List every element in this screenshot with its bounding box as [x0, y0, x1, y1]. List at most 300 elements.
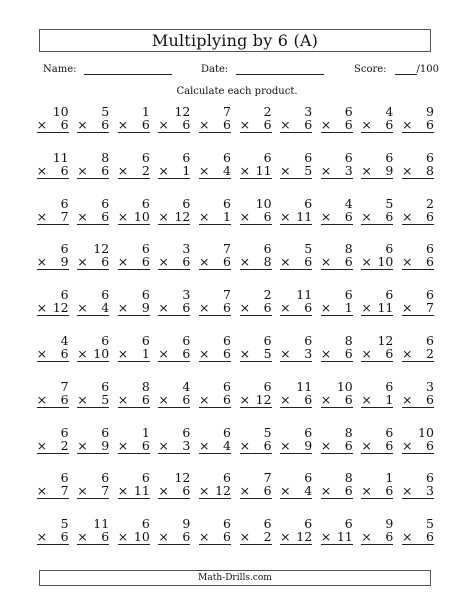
problem-multiplicand: 6	[304, 470, 313, 486]
multiply-operator: ×	[401, 391, 413, 407]
problem-multiplier	[280, 301, 312, 316]
problem-multiplier	[118, 484, 150, 499]
multiplication-problem	[157, 469, 198, 515]
problem-multiplicand: 6	[141, 149, 150, 165]
multiplication-problem	[279, 103, 320, 149]
multiplication-problem	[35, 103, 76, 149]
problem-multiplicand: 6	[425, 287, 434, 303]
multiplication-problem	[238, 378, 279, 424]
problem-multiplicand: 6	[141, 332, 150, 348]
multiplier-value: 6	[141, 117, 150, 132]
multiply-operator: ×	[239, 208, 251, 224]
multiply-operator: ×	[280, 254, 291, 270]
multiplier-value: 4	[223, 437, 231, 453]
multiply-operator: ×	[77, 391, 88, 407]
multiply-operator: ×	[239, 117, 251, 132]
problem-multiplicand: 6	[263, 378, 272, 394]
problem-multiplier	[280, 530, 312, 545]
multiply-operator: ×	[198, 208, 210, 224]
multiply-operator: ×	[320, 483, 332, 499]
problem-multiplier	[199, 255, 231, 270]
multiply-operator: ×	[280, 391, 291, 407]
multiplication-problem	[116, 286, 157, 332]
multiplication-problem	[76, 149, 117, 195]
problem-multiplicand: 6	[60, 195, 69, 211]
problem-multiplicand: 6	[141, 470, 150, 486]
problem-multiplier	[321, 484, 353, 499]
problem-multiplicand: 6	[385, 241, 394, 257]
problem-multiplier	[199, 439, 231, 454]
problem-multiplier	[158, 301, 190, 316]
multiplication-problem	[400, 469, 441, 515]
multiply-operator: ×	[320, 345, 332, 361]
problem-multiplier	[402, 393, 434, 408]
multiply-operator: ×	[77, 117, 88, 132]
problem-multiplier	[77, 439, 109, 454]
problem-multiplier	[118, 301, 150, 316]
multiplication-problem	[76, 240, 117, 286]
multiplier-value: 6	[385, 208, 394, 224]
problem-multiplier	[240, 439, 272, 454]
problem-multiplier	[199, 118, 231, 133]
multiplier-value: 1	[385, 391, 394, 407]
problem-multiplicand: 6	[101, 287, 110, 303]
date-label: Date:	[201, 64, 229, 75]
multiplication-problem	[400, 149, 441, 195]
multiplication-problem	[279, 378, 320, 424]
problem-multiplicand: 6	[223, 424, 231, 440]
multiply-operator: ×	[36, 162, 48, 178]
multiplier-value: 6	[182, 483, 191, 499]
multiply-operator: ×	[320, 391, 332, 407]
multiplier-value: 4	[101, 300, 110, 316]
problem-multiplicand: 6	[263, 516, 272, 532]
multiplication-problem	[35, 424, 76, 470]
multiplier-value: 6	[425, 254, 434, 270]
problem-multiplier	[77, 210, 109, 225]
multiplication-problem	[238, 424, 279, 470]
multiplier-value: 6	[263, 300, 272, 316]
problem-multiplicand: 7	[223, 287, 231, 303]
multiplication-problem	[400, 240, 441, 286]
problem-multiplier	[77, 347, 109, 362]
multiplication-problem	[197, 469, 238, 515]
multiplication-problem	[76, 332, 117, 378]
multiply-operator: ×	[117, 345, 129, 361]
problem-multiplicand: 6	[60, 424, 69, 440]
problem-multiplier	[402, 210, 434, 225]
problem-multiplier	[321, 439, 353, 454]
multiplication-problem	[238, 195, 279, 241]
multiply-operator: ×	[198, 254, 210, 270]
problem-multiplier	[361, 393, 393, 408]
multiplier-value: 9	[141, 300, 150, 316]
multiplication-problem	[197, 378, 238, 424]
problem-multiplier	[118, 118, 150, 133]
multiplier-value: 6	[425, 529, 434, 545]
problem-multiplier	[402, 530, 434, 545]
multiplier-value: 6	[223, 300, 231, 316]
multiplier-value: 11	[296, 208, 313, 224]
multiplication-problem	[360, 424, 401, 470]
multiplication-problem	[76, 103, 117, 149]
problem-multiplicand: 6	[263, 332, 272, 348]
multiplication-problem	[400, 286, 441, 332]
multiplier-value: 6	[385, 117, 394, 132]
multiplier-value: 6	[101, 117, 110, 132]
problem-multiplier	[77, 301, 109, 316]
multiplication-problem	[319, 103, 360, 149]
multiplier-value: 10	[133, 208, 150, 224]
multiplier-value: 1	[223, 208, 231, 224]
multiplication-problem	[319, 332, 360, 378]
name-line	[84, 62, 172, 75]
problem-multiplicand: 6	[425, 241, 434, 257]
multiplier-value: 11	[336, 529, 353, 545]
multiply-operator: ×	[117, 254, 129, 270]
multiply-operator: ×	[280, 437, 291, 453]
footer	[39, 570, 431, 586]
multiplier-value: 12	[255, 391, 272, 407]
multiply-operator: ×	[158, 300, 169, 316]
problem-multiplier	[37, 530, 69, 545]
multiplier-value: 6	[60, 345, 69, 361]
multiplier-value: 6	[101, 162, 110, 178]
multiplier-value: 6	[304, 391, 313, 407]
multiply-operator: ×	[198, 162, 210, 178]
multiply-operator: ×	[239, 391, 251, 407]
multiply-operator: ×	[198, 345, 210, 361]
problem-multiplicand: 3	[182, 287, 191, 303]
problem-multiplicand: 11	[52, 149, 69, 165]
multiplication-problem	[116, 149, 157, 195]
multiply-operator: ×	[36, 208, 48, 224]
multiplication-problem	[197, 240, 238, 286]
multiply-operator: ×	[361, 208, 372, 224]
problem-multiplier	[37, 210, 69, 225]
multiply-operator: ×	[401, 254, 413, 270]
multiplication-problem	[35, 469, 76, 515]
multiply-operator: ×	[198, 437, 210, 453]
multiply-operator: ×	[320, 117, 332, 132]
multiplier-value: 6	[263, 483, 272, 499]
multiplier-value: 9	[304, 437, 313, 453]
multiplication-problem	[35, 240, 76, 286]
multiply-operator: ×	[158, 437, 169, 453]
multiply-operator: ×	[117, 437, 129, 453]
multiplication-problem	[319, 149, 360, 195]
problem-multiplier	[37, 439, 69, 454]
multiply-operator: ×	[158, 208, 169, 224]
multiply-operator: ×	[158, 162, 169, 178]
problem-multiplicand: 6	[344, 149, 353, 165]
multiplier-value: 9	[101, 437, 110, 453]
problem-multiplier	[158, 118, 190, 133]
multiply-operator: ×	[158, 391, 169, 407]
multiplication-problem	[116, 424, 157, 470]
multiplication-problem	[157, 195, 198, 241]
problem-multiplier	[158, 439, 190, 454]
multiply-operator: ×	[36, 300, 48, 316]
multiplier-value: 6	[223, 391, 231, 407]
problem-multiplicand: 10	[336, 378, 353, 394]
multiply-operator: ×	[158, 117, 169, 132]
problem-multiplier	[158, 210, 190, 225]
multiplication-problem	[238, 286, 279, 332]
problem-multiplicand: 6	[385, 287, 394, 303]
multiply-operator: ×	[280, 162, 291, 178]
multiply-operator: ×	[320, 162, 332, 178]
multiplication-problem	[360, 286, 401, 332]
multiplier-value: 12	[52, 300, 69, 316]
score-line	[395, 62, 417, 75]
multiplication-problem	[197, 286, 238, 332]
problem-multiplier	[402, 255, 434, 270]
multiplier-value: 6	[101, 529, 110, 545]
problem-multiplicand: 6	[425, 332, 434, 348]
multiply-operator: ×	[198, 300, 210, 316]
problem-multiplicand: 8	[344, 424, 353, 440]
multiply-operator: ×	[239, 529, 251, 545]
multiply-operator: ×	[361, 254, 372, 270]
multiply-operator: ×	[36, 529, 48, 545]
multiply-operator: ×	[36, 391, 48, 407]
problem-multiplicand: 6	[223, 195, 231, 211]
problem-multiplicand: 8	[344, 241, 353, 257]
multiplier-value: 12	[174, 208, 191, 224]
multiplication-problem	[360, 195, 401, 241]
multiplier-value: 9	[60, 254, 69, 270]
multiplication-problem	[238, 149, 279, 195]
problem-multiplier	[77, 484, 109, 499]
problem-multiplier	[37, 393, 69, 408]
multiplication-problem	[279, 469, 320, 515]
multiplication-problem	[76, 469, 117, 515]
multiplier-value: 6	[223, 254, 231, 270]
problem-multiplier	[37, 118, 69, 133]
instructions: Calculate each product.	[176, 86, 298, 97]
multiply-operator: ×	[117, 483, 129, 499]
problem-multiplier	[37, 484, 69, 499]
problem-multiplier	[321, 118, 353, 133]
multiplier-value: 2	[263, 529, 272, 545]
problem-multiplicand: 6	[425, 470, 434, 486]
problem-multiplier	[361, 164, 393, 179]
worksheet-title	[39, 29, 431, 52]
multiply-operator: ×	[280, 529, 291, 545]
problem-multiplier	[240, 255, 272, 270]
problem-multiplier	[402, 118, 434, 133]
problem-multiplicand: 6	[182, 332, 191, 348]
problem-multiplicand: 6	[425, 149, 434, 165]
multiplication-problem	[319, 378, 360, 424]
multiply-operator: ×	[361, 437, 372, 453]
multiply-operator: ×	[401, 529, 413, 545]
problem-multiplicand: 8	[141, 378, 150, 394]
multiplication-problem	[157, 286, 198, 332]
problem-multiplier	[158, 484, 190, 499]
problem-multiplicand: 6	[141, 287, 150, 303]
multiply-operator: ×	[361, 117, 372, 132]
problem-multiplier	[240, 393, 272, 408]
multiply-operator: ×	[280, 345, 291, 361]
problem-multiplier	[280, 347, 312, 362]
multiplier-value: 2	[425, 345, 434, 361]
problem-multiplicand: 6	[304, 149, 313, 165]
multiplication-problem	[35, 378, 76, 424]
problem-multiplier	[321, 210, 353, 225]
multiplication-problem	[76, 515, 117, 561]
problem-multiplicand: 6	[223, 149, 231, 165]
problem-multiplier	[321, 301, 353, 316]
problem-multiplicand: 1	[141, 424, 150, 440]
multiplier-value: 6	[223, 117, 231, 132]
problem-multiplier	[321, 347, 353, 362]
multiply-operator: ×	[239, 437, 251, 453]
problem-multiplicand: 6	[182, 149, 191, 165]
multiplier-value: 10	[133, 529, 150, 545]
problem-multiplier	[199, 210, 231, 225]
problem-multiplier	[402, 347, 434, 362]
problem-multiplicand: 6	[223, 470, 231, 486]
multiplier-value: 2	[141, 162, 150, 178]
multiplier-value: 6	[182, 391, 191, 407]
name-field	[43, 62, 172, 75]
multiply-operator: ×	[158, 345, 169, 361]
multiply-operator: ×	[77, 300, 88, 316]
multiply-operator: ×	[77, 437, 88, 453]
multiply-operator: ×	[361, 483, 372, 499]
problem-multiplicand: 10	[418, 424, 434, 440]
problem-multiplier	[118, 347, 150, 362]
problem-multiplier	[37, 164, 69, 179]
multiplier-value: 6	[344, 208, 353, 224]
multiplication-problem	[76, 424, 117, 470]
multiplier-value: 5	[101, 391, 110, 407]
multiplier-value: 6	[223, 345, 231, 361]
problem-multiplicand: 6	[385, 149, 394, 165]
multiply-operator: ×	[361, 391, 372, 407]
problem-multiplicand: 6	[182, 424, 191, 440]
multiplier-value: 6	[182, 254, 191, 270]
problem-multiplier	[118, 255, 150, 270]
problem-multiplier	[280, 210, 312, 225]
problem-multiplicand: 6	[60, 287, 69, 303]
problem-multiplicand: 6	[223, 378, 231, 394]
multiplier-value: 6	[263, 437, 272, 453]
multiplication-problem	[116, 469, 157, 515]
problem-multiplier	[199, 484, 231, 499]
problem-multiplicand: 5	[263, 424, 272, 440]
multiplier-value: 6	[385, 345, 394, 361]
multiplication-problem	[35, 332, 76, 378]
problem-multiplicand: 9	[385, 516, 394, 532]
multiplication-problem	[197, 195, 238, 241]
problem-multiplicand: 6	[304, 195, 313, 211]
multiplication-problem	[360, 515, 401, 561]
multiply-operator: ×	[280, 117, 291, 132]
problem-multiplier	[361, 530, 393, 545]
problem-multiplicand: 7	[223, 104, 231, 119]
multiplier-value: 6	[182, 345, 191, 361]
problem-multiplicand: 11	[93, 516, 110, 532]
title-text: Multiplying by 6 (A)	[151, 31, 319, 50]
multiplier-value: 6	[385, 483, 394, 499]
multiplier-value: 1	[344, 300, 353, 316]
multiplier-value: 6	[60, 391, 69, 407]
problem-multiplicand: 5	[425, 516, 434, 532]
multiply-operator: ×	[77, 345, 88, 361]
problem-multiplier	[280, 164, 312, 179]
problem-multiplicand: 6	[60, 241, 69, 257]
multiply-operator: ×	[158, 254, 169, 270]
problem-multiplicand: 3	[425, 378, 434, 394]
problem-multiplier	[321, 164, 353, 179]
multiplier-value: 6	[385, 437, 394, 453]
multiplication-problem	[116, 515, 157, 561]
problem-multiplicand: 1	[141, 104, 150, 119]
problem-multiplier	[402, 439, 434, 454]
multiply-operator: ×	[77, 483, 88, 499]
problem-multiplicand: 2	[425, 195, 434, 211]
problem-multiplier	[37, 347, 69, 362]
problem-multiplicand: 4	[344, 195, 353, 211]
problem-multiplier	[118, 210, 150, 225]
problem-multiplier	[280, 484, 312, 499]
multiply-operator: ×	[401, 437, 413, 453]
problem-multiplicand: 7	[60, 378, 69, 394]
problem-multiplier	[280, 118, 312, 133]
problem-multiplicand: 12	[174, 104, 191, 119]
multiplier-value: 6	[141, 254, 150, 270]
problem-multiplicand: 6	[223, 332, 231, 348]
multiply-operator: ×	[239, 162, 251, 178]
problem-multiplier	[158, 347, 190, 362]
multiplier-value: 9	[385, 162, 394, 178]
problem-multiplicand: 9	[425, 104, 434, 119]
multiplier-value: 6	[344, 254, 353, 270]
multiply-operator: ×	[36, 345, 48, 361]
problem-multiplicand: 6	[101, 378, 110, 394]
problem-multiplier	[402, 301, 434, 316]
problem-multiplier	[361, 210, 393, 225]
multiply-operator: ×	[239, 300, 251, 316]
problem-multiplier	[240, 530, 272, 545]
multiplication-problem	[157, 240, 198, 286]
problem-multiplier	[77, 164, 109, 179]
multiplication-problem	[157, 424, 198, 470]
multiplier-value: 6	[263, 117, 272, 132]
problem-multiplicand: 6	[141, 195, 150, 211]
multiplier-value: 7	[425, 300, 434, 316]
score-label: Score:	[354, 64, 387, 75]
problem-multiplier	[402, 164, 434, 179]
multiplication-problem	[157, 149, 198, 195]
problem-multiplier	[321, 530, 353, 545]
problem-multiplicand: 4	[385, 104, 394, 119]
problem-multiplicand: 12	[93, 241, 110, 257]
multiplication-problem	[279, 149, 320, 195]
problem-multiplicand: 8	[344, 470, 353, 486]
multiplication-problem	[360, 332, 401, 378]
problem-multiplier	[361, 347, 393, 362]
multiplier-value: 7	[60, 483, 69, 499]
problem-multiplicand: 5	[101, 104, 110, 119]
multiplier-value: 6	[223, 529, 231, 545]
problem-multiplicand: 6	[141, 241, 150, 257]
problem-multiplier	[240, 164, 272, 179]
multiplication-problem	[400, 515, 441, 561]
